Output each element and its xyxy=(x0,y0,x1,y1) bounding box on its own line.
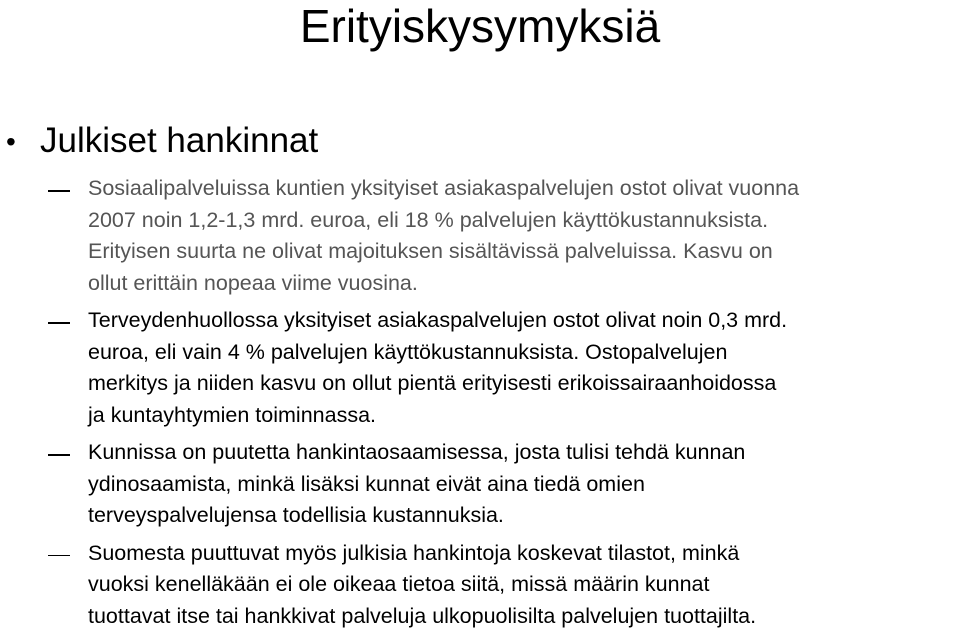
sub-bullet-list xyxy=(0,173,960,638)
dash-icon xyxy=(48,322,70,324)
sub-bullet-text: Kunnissa on puutetta hankintaosaamisessa, josta tulisi tehdä kunnan ydinosaamista, minkä lisäksi kunnat eivät aina tiedä omien terveyspalvelujensa todellisia kustannuksia. xyxy=(88,440,746,527)
sub-bullet-item xyxy=(0,173,960,299)
dash-icon xyxy=(48,190,70,192)
slide-title: Erityiskysymyksiä xyxy=(299,0,661,52)
sub-bullet-text: Terveydenhuollossa yksityiset asiakaspalvelujen ostot olivat noin 0,3 mrd. euroa, eli vain 4 % palvelujen käyttökustannuksista. Ostopalvelujen merkitys ja niiden kasvu on ollut pientä erityisesti erikoissairaanhoidossa ja kuntayhtymien toiminnassa. xyxy=(88,308,788,427)
dash-icon xyxy=(48,454,70,456)
sub-bullet-item xyxy=(0,437,960,532)
bullet-dot-icon: • xyxy=(6,126,16,157)
sub-bullet-item xyxy=(0,305,960,431)
main-bullet-text: Julkiset hankinnat xyxy=(40,121,319,160)
sub-bullet-item xyxy=(0,538,960,633)
dash-icon xyxy=(48,555,70,557)
sub-bullet-text: Suomesta puuttuvat myös julkisia hankintoja koskevat tilastot, minkä vuoksi kenelläkään ei ole oikeaa tietoa siitä, missä määrin kunnat tuottavat itse tai hankkivat palveluja ulkopuolisilta palvelujen tuottajilta. xyxy=(88,540,757,628)
sub-bullet-text: Sosiaalipalveluissa kuntien yksityiset asiakaspalvelujen ostot olivat vuonna 2007 noin 1,2-1,3 mrd. euroa, eli 18 % palvelujen käyttökustannuksista. Erityisen suurta ne olivat majoituksen sisältävissä palveluissa. Kasvu on ollut erittäin nopeaa viime vuosina. xyxy=(88,176,800,295)
main-bullet xyxy=(0,118,960,166)
